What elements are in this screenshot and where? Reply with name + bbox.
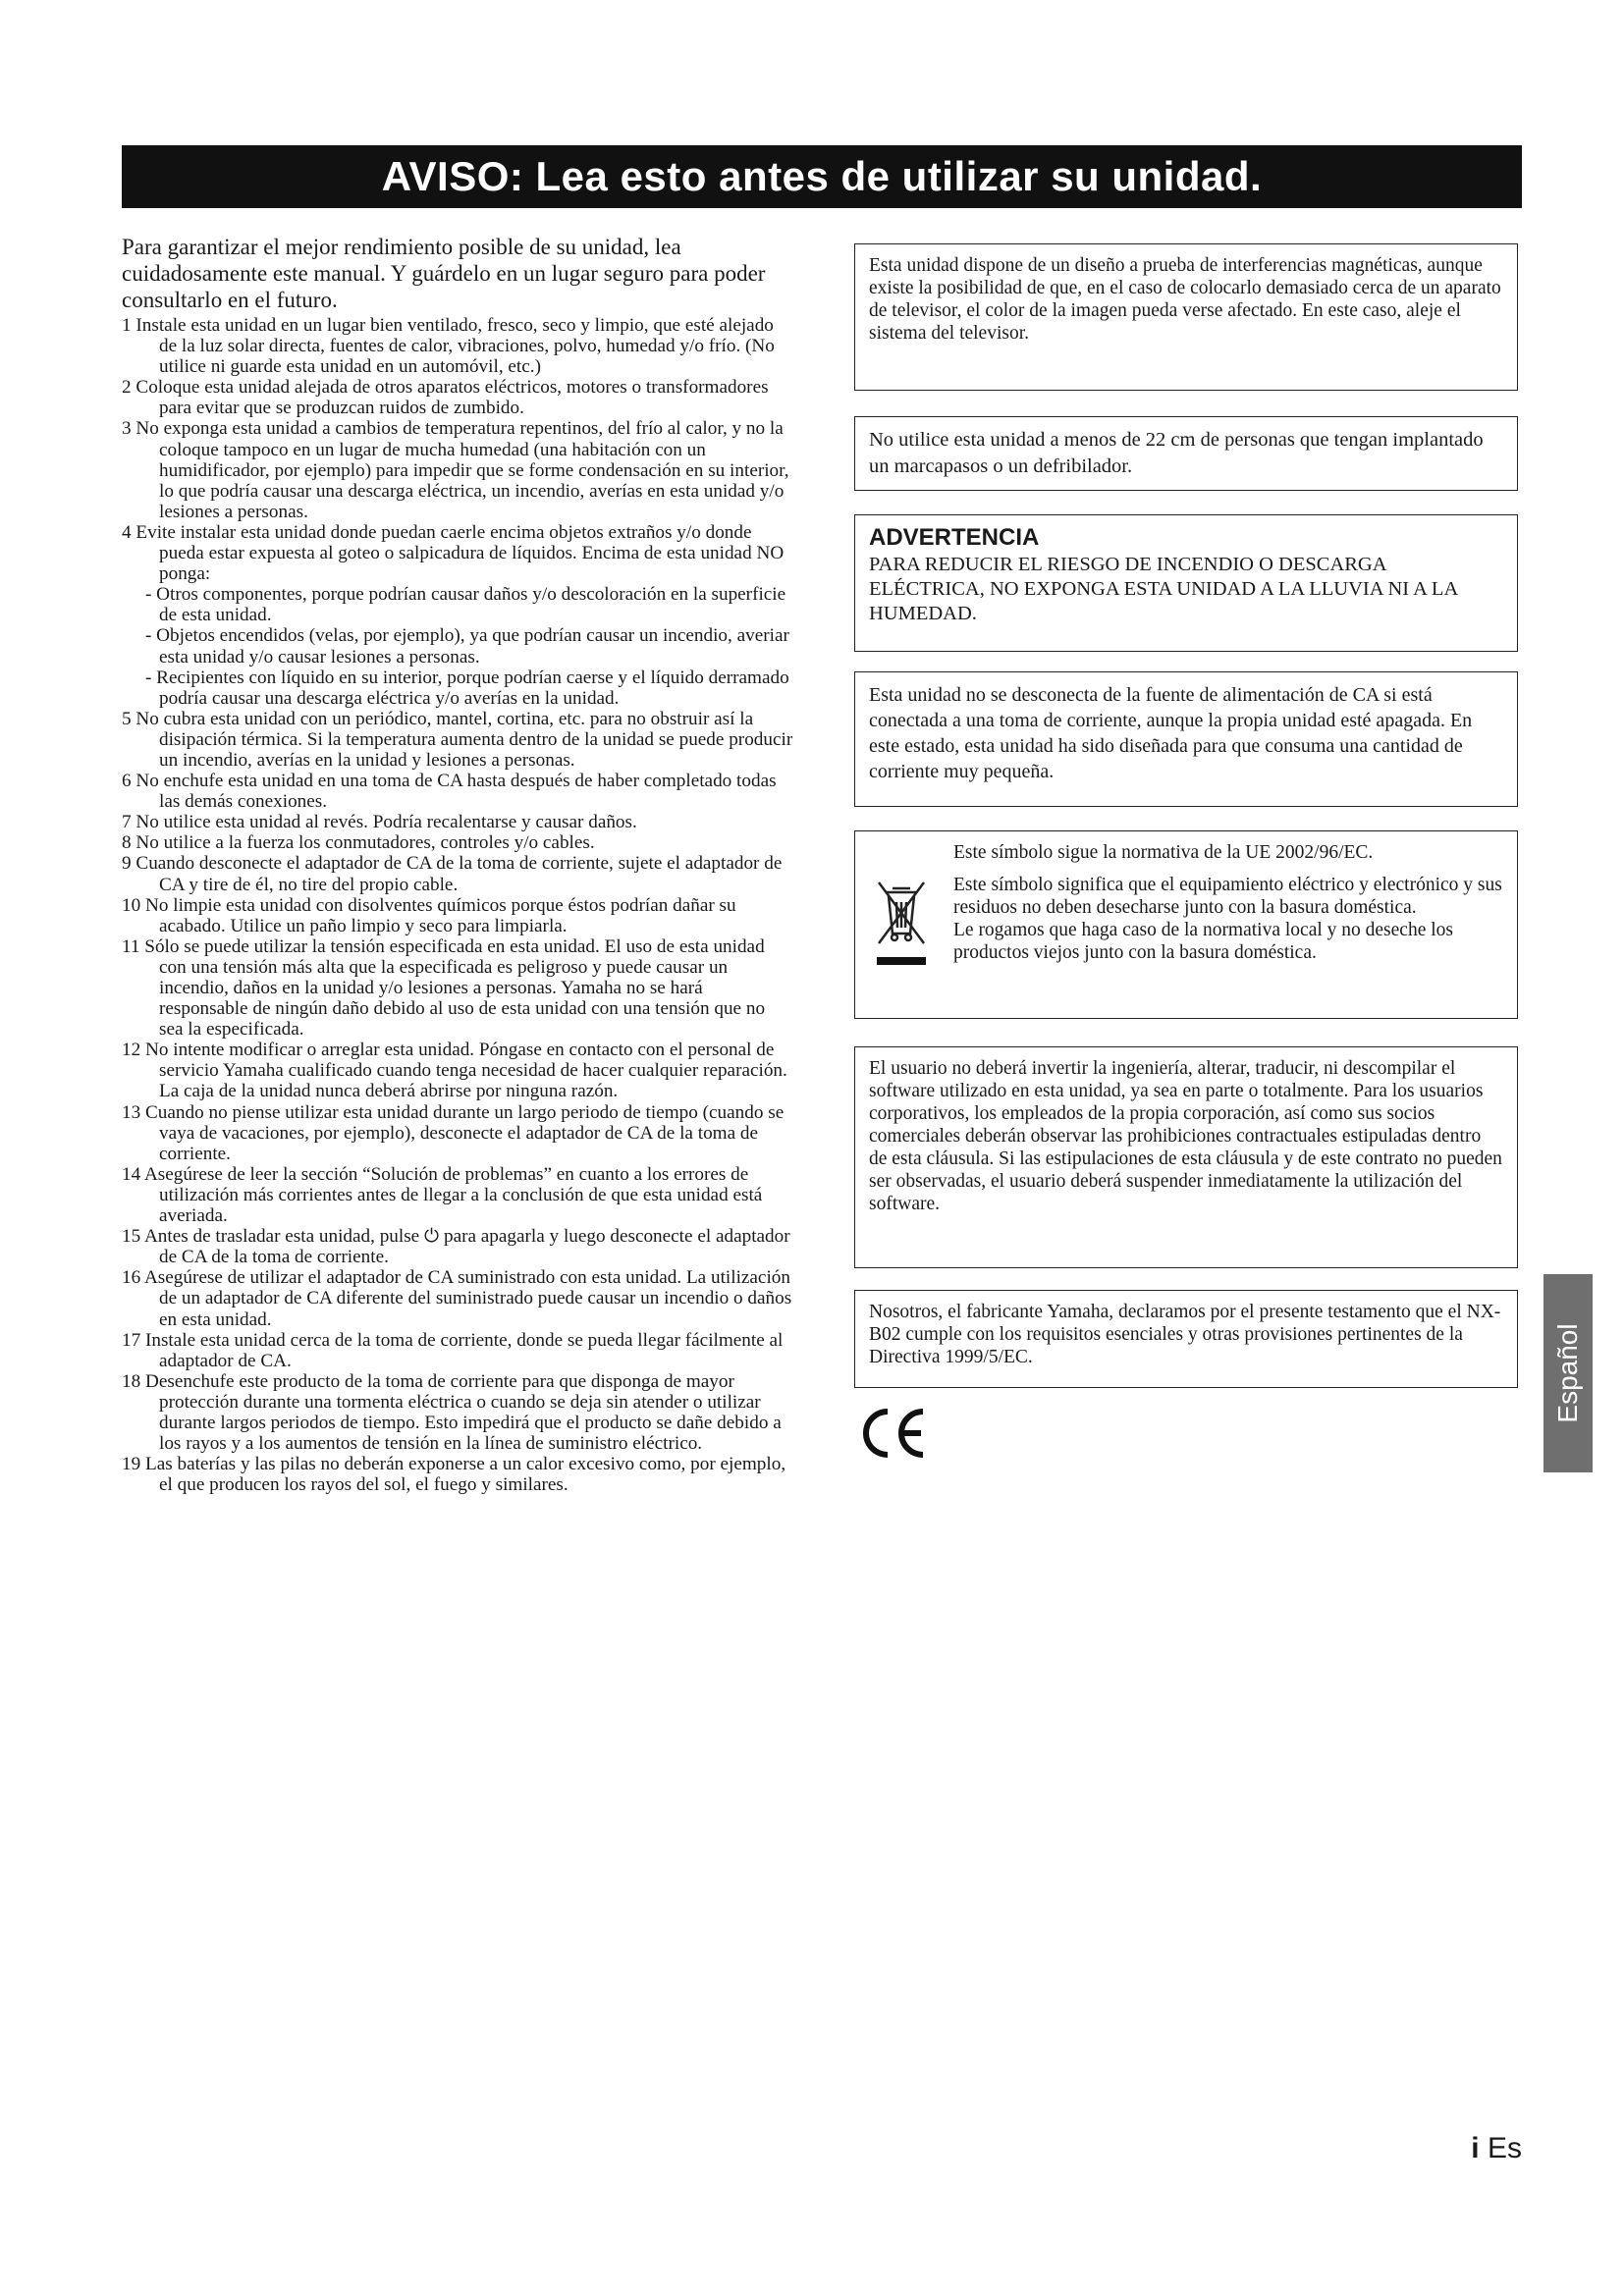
list-item: 16 Asegúrese de utilizar el adaptador de CA suministrado con esta unidad. La utilización de un adaptador de CA diferente del suministrado puede causar un incendio o daños en esta unidad. — [122, 1267, 792, 1330]
list-item: 14 Asegúrese de leer la sección “Solución de problemas” en cuanto a los errores de utilización más corrientes antes de llegar a la conclusión de que esta unidad está averiada. — [122, 1163, 763, 1227]
list-item: 12 No intente modificar o arreglar esta unidad. Póngase en contacto con el personal de servicio Yamaha cualificado cuando tenga necesidad de hacer cualquier reparación. La caja de la unidad nunca deberá abrirse por ninguna razón. — [122, 1040, 787, 1102]
declaration-text: Nosotros, el fabricante Yamaha, declaramos por el presente testamento que el NX-B02 cumple con los requisitos esenciales y otras provisiones pertinentes de la Directiva 1999/5/EC. — [869, 1302, 1501, 1367]
list-item: 5 No cubra esta unidad con un periódico, mantel, cortina, etc. para no obstruir así la disipación térmica. Si la temperatura aumenta dentro de la unidad se puede producir un incendio, averías en la unidad y lesiones a personas. — [122, 708, 793, 771]
ce-mark-icon — [858, 1404, 937, 1463]
magnetic-notice-text: Esta unidad dispone de un diseño a prueba de interferencias magnéticas, aunque existe la posibilidad de que, en el caso de colocarlo demasiado cerca de un aparato de televisor, el color de la imagen pueda verse afectado. En este caso, aleje el sistema del televisor. — [869, 255, 1501, 344]
list-item: 18 Desenchufe este producto de la toma de corriente para que disponga de mayor protección durante una tormenta eléctrica o cuando se deja sin atender o utilizar durante largos periodos de tiempo. Esto impedirá que el producto se dañe debido a los rayos y a los aumentos de tensión en la línea de suministro eléctrico. — [122, 1370, 782, 1455]
declaration-box — [854, 1290, 1518, 1388]
list-item: 3 No exponga esta unidad a cambios de temperatura repentinos, del frío al calor, y no la coloque tampoco en un lugar de mucha humedad (una habitación con un humidificador, por ejemplo) para impedir que se forme condensación en su interior, lo que podría causar una descarga eléctrica, un incendio, averías en esta unidad y/o lesiones a personas. — [122, 418, 789, 522]
left-column — [122, 234, 793, 1495]
pacemaker-notice-box — [854, 416, 1518, 491]
standby-notice-box — [854, 671, 1518, 807]
list-item: 9 Cuando desconecte el adaptador de CA de la toma de corriente, sujete el adaptador de CA y tire de él, no tire del propio cable. — [122, 853, 783, 895]
weee-text-2: Este símbolo significa que el equipamiento eléctrico y electrónico y sus residuos no deben desecharse junto con la basura doméstica. — [953, 875, 1502, 918]
list-item: 17 Instale esta unidad cerca de la toma de corriente, donde se pueda llegar fácilmente al adaptador de CA. — [122, 1329, 784, 1371]
sub-list-item: - Recipientes con líquido en su interior, porque podrían caerse y el líquido derramado podría causar una descarga eléctrica y/o averías en la unidad. — [145, 667, 789, 709]
warning-title: ADVERTENCIA — [869, 524, 1040, 551]
list-item: 7 No utilice esta unidad al revés. Podría recalentarse y causar daños. — [122, 812, 637, 833]
warning-box — [854, 514, 1518, 652]
weee-notice-box — [854, 830, 1518, 1019]
list-item: 4 Evite instalar esta unidad donde puedan caerle encima objetos extraños y/o donde pueda estar expuesta al goteo o salpicadura de líquidos. Encima de esta unidad NO ponga: — [122, 521, 785, 585]
language-tab: Español — [1543, 1274, 1593, 1472]
list-item: 2 Coloque esta unidad alejada de otros aparatos eléctricos, motores o transformadores para evitar que se produzcan ruidos de zumbido. — [122, 377, 769, 419]
page-title-banner: AVISO: Lea esto antes de utilizar su unidad. — [122, 145, 1522, 208]
intro-paragraph: Para garantizar el mejor rendimiento posible de su unidad, lea cuidadosamente este manual. Y guárdelo en un lugar seguro para poder consultarlo en el futuro. — [122, 235, 766, 312]
list-item: 11 Sólo se puede utilizar la tensión especificada en esta unidad. El uso de esta unidad con una tensión más alta que la especificada es peligroso y puede causar un incendio, daños en la unidad y/o lesiones a personas. Yamaha no se hará responsable de ningún daño debido al uso de esta unidad con una tensión que no sea la especificada. — [122, 935, 766, 1041]
sub-list — [122, 584, 793, 709]
sub-list-item: - Otros componentes, porque podrían causar daños y/o descoloración en la superficie de esta unidad. — [145, 584, 786, 626]
list-item: 8 No utilice a la fuerza los conmutadores, controles y/o cables. — [122, 832, 595, 854]
safety-list — [122, 315, 793, 1495]
page-number: i Es — [1471, 2132, 1522, 2164]
list-item: 15 Antes de trasladar esta unidad, pulse ⏻ para apagarla y luego desconecte el adaptador de CA de la toma de corriente. — [122, 1226, 790, 1268]
weee-text-1: Este símbolo sigue la normativa de la UE 2002/96/EC. — [953, 842, 1374, 863]
list-item: 10 No limpie esta unidad con disolventes químicos porque éstos podrían dañar su acabado. Utilice un paño limpio y seco para limpiarla. — [122, 894, 736, 936]
list-item: 13 Cuando no piense utilizar esta unidad durante un largo periodo de tiempo (cuando se vaya de vacaciones, por ejemplo), desconecte el adaptador de CA de la toma de corriente. — [122, 1101, 785, 1164]
warning-text: PARA REDUCIR EL RIESGO DE INCENDIO O DESCARGA ELÉCTRICA, NO EXPONGA ESTA UNIDAD A LA LLUVIA NI A LA HUMEDAD. — [869, 554, 1458, 624]
weee-bin-icon — [871, 879, 940, 983]
weee-text-3: Le rogamos que haga caso de la normativa local y no deseche los productos viejos junto con la basura doméstica. — [953, 920, 1453, 963]
list-item: 19 Las baterías y las pilas no deberán exponerse a un calor excesivo como, por ejemplo, el que producen los rayos del sol, el fuego y similares. — [122, 1454, 786, 1496]
pacemaker-notice-text: No utilice esta unidad a menos de 22 cm de personas que tengan implantado un marcapasos o un defribilador. — [869, 429, 1484, 477]
standby-notice-text: Esta unidad no se desconecta de la fuente de alimentación de CA si está conectada a una toma de corriente, aunque la propia unidad esté apagada. En este estado, esta unidad ha sido diseñada para que consuma una cantidad de corriente muy pequeña. — [869, 684, 1473, 782]
sub-list-item: - Objetos encendidos (velas, por ejemplo), ya que podrían causar un incendio, averiar esta unidad y/o causar lesiones a personas. — [145, 625, 789, 667]
magnetic-notice-box — [854, 243, 1518, 391]
list-item: 1 Instale esta unidad en un lugar bien ventilado, fresco, seco y limpio, que esté alejado de la luz solar directa, fuentes de calor, vibraciones, polvo, humedad y/o frío. (No utilice ni guarde esta unidad en un automóvil, etc.) — [122, 315, 775, 378]
list-item: 6 No enchufe esta unidad en una toma de CA hasta después de haber completado todas las demás conexiones. — [122, 771, 777, 813]
software-notice-text: El usuario no deberá invertir la ingeniería, alterar, traducir, ni descompilar el software utilizado en esta unidad, ya sea en parte o totalmente. Para los usuarios corporativos, los empleados de la propia corporación, así como sus socios comerciales deberán observar las prohibiciones contractuales estipuladas dentro de esta cláusula. Si las estipulaciones de esta cláusula y de este contrato no pueden ser observadas, el usuario deberá suspender inmediatamente la utilización del software. — [869, 1058, 1502, 1214]
software-notice-box — [854, 1046, 1518, 1268]
